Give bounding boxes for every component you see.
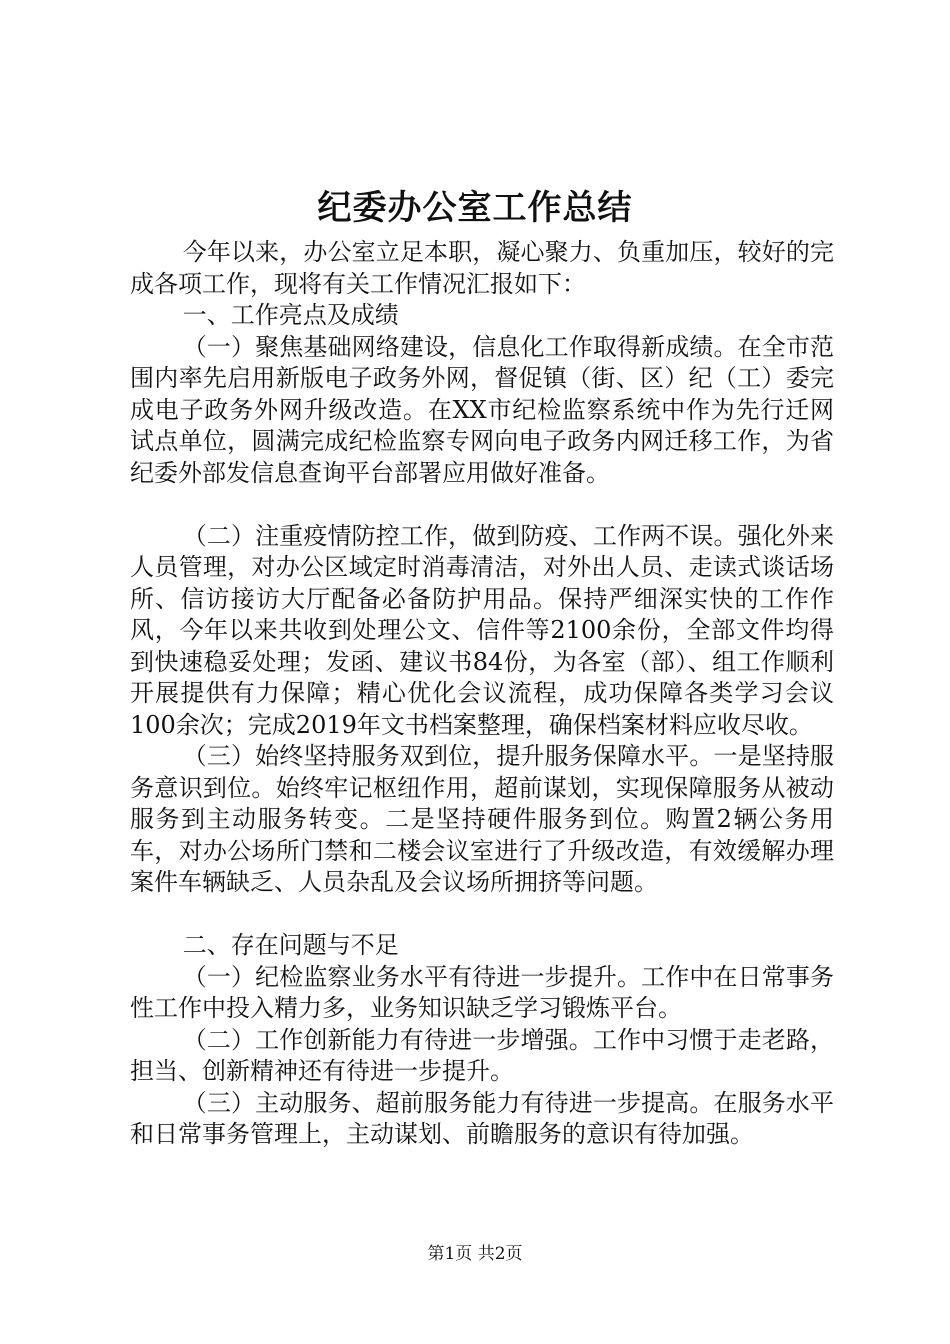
problem-paragraph-2: （二）工作创新能力有待进一步增强。工作中习惯于走老路，担当、创新精神还有待进一步提升。 xyxy=(130,1025,834,1085)
intro-paragraph: 今年以来，办公室立足本职，凝心聚力、负重加压，较好的完成各项工作，现将有关工作情况汇报如下： xyxy=(130,238,834,298)
problem-paragraph-1: （一）纪检监察业务水平有待进一步提升。工作中在日常事务性工作中投入精力多，业务知识缺乏学习锻炼平台。 xyxy=(130,962,834,1022)
paragraph-spacer xyxy=(130,899,834,931)
section-heading-problems: 二、存在问题与不足 xyxy=(182,931,399,959)
section-heading-achievements: 一、工作亮点及成绩 xyxy=(182,301,399,329)
problem-paragraph-3: （三）主动服务、超前服务能力有待进一步提高。在服务水平和日常事务管理上，主动谋划、前瞻服务的意识有待加强。 xyxy=(130,1088,834,1148)
document-title: 纪委办公室工作总结 xyxy=(317,188,633,228)
page-number-footer: 第1页 共2页 xyxy=(427,1244,523,1264)
achievement-paragraph-2: （二）注重疫情防控工作，做到防疫、工作两不误。强化外来人员管理，对办公区域定时消毒清洁，对外出人员、走读式谈话场所、信访接访大厅配备必备防护用品。保持严细深实快的工作作风，今年以来共收到处理公文、信件等2100余份，全部文件均得到快速稳妥处理；发函、建议书84份，为各室（部）、组工作顺利开展提供有力保障；精心优化会议流程，成功保障各类学习会议100余次；完成2019年文书档案整理，确保档案材料应收尽收。 xyxy=(130,521,834,739)
achievement-paragraph-3: （三）始终坚持服务双到位，提升服务保障水平。一是坚持服务意识到位。始终牢记枢纽作用，超前谋划，实现保障服务从被动服务到主动服务转变。二是坚持硬件服务到位。购置2辆公务用车，对办公场所门禁和二楼会议室进行了升级改造，有效缓解办理案件车辆缺乏、人员杂乱及会议场所拥挤等问题。 xyxy=(130,742,834,896)
paragraph-spacer xyxy=(130,489,834,521)
document-body xyxy=(130,237,834,1151)
achievement-paragraph-1: （一）聚焦基础网络建设，信息化工作取得新成绩。在全市范围内率先启用新版电子政务外网，督促镇（街、区）纪（工）委完成电子政务外网升级改造。在XX市纪检监察系统中作为先行迁网试点单位，圆满完成纪检监察专网向电子政务内网迁移工作，为省纪委外部发信息查询平台部署应用做好准备。 xyxy=(130,332,834,487)
